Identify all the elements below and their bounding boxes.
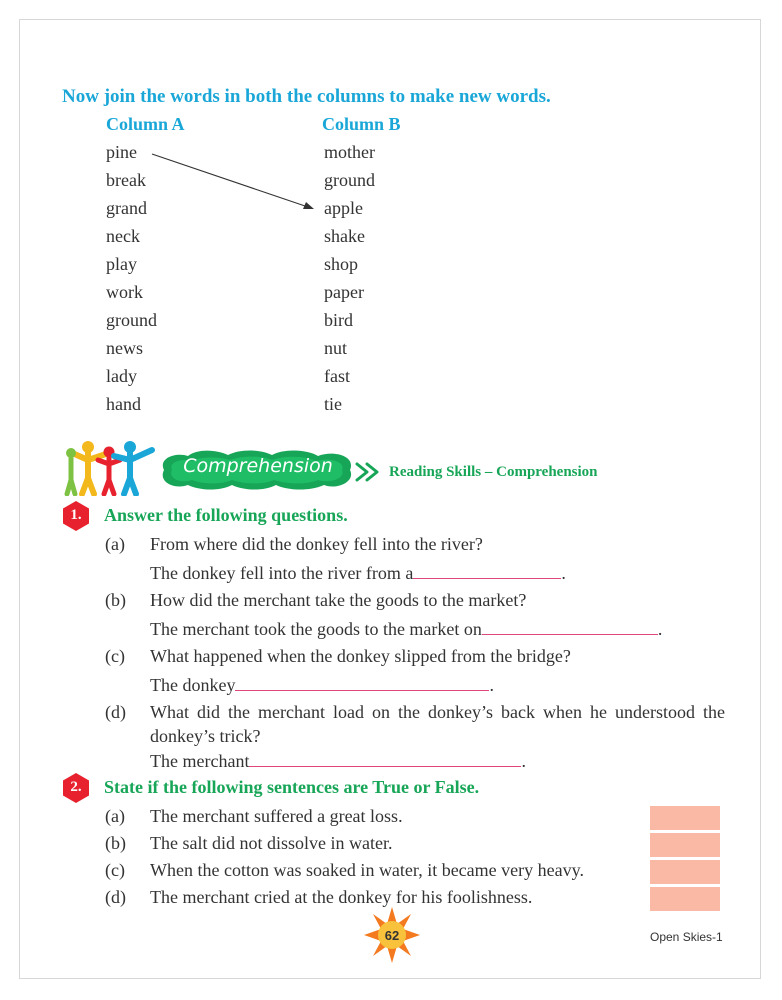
- column-b-word[interactable]: bird: [324, 310, 353, 330]
- matching-title: Now join the words in both the columns to make new words.: [62, 86, 551, 107]
- statement-text: The salt did not dissolve in water.: [150, 833, 393, 853]
- question-text: What did the merchant load on the donkey’s back when he understood the donkey’s trick?: [150, 702, 725, 746]
- section-2-number: 2.: [70, 779, 82, 795]
- answer-prefix: The donkey fell into the river from a: [150, 563, 414, 583]
- answer-prefix: The merchant: [150, 751, 250, 771]
- column-a-word[interactable]: play: [106, 254, 137, 274]
- section-1-number: 1.: [70, 507, 82, 523]
- statement-label: (c): [105, 860, 125, 880]
- column-b-word[interactable]: ground: [324, 170, 375, 190]
- true-false-answer-box[interactable]: [650, 887, 720, 911]
- answer-blank[interactable]: [413, 562, 561, 579]
- book-title: Open Skies-1: [650, 930, 723, 944]
- question-text: From where did the donkey fell into the river?: [150, 534, 483, 554]
- question-label: (a): [105, 534, 125, 554]
- statement-label: (d): [105, 887, 126, 907]
- true-false-answer-box[interactable]: [650, 806, 720, 830]
- double-chevron-right-icon: [355, 462, 383, 482]
- answer-blank[interactable]: [249, 750, 521, 767]
- answer-suffix: .: [489, 675, 494, 695]
- column-b-word[interactable]: mother: [324, 142, 375, 162]
- answer-prefix: The donkey: [150, 675, 236, 695]
- column-a-word[interactable]: break: [106, 170, 146, 190]
- column-a-word[interactable]: neck: [106, 226, 140, 246]
- statement-text: When the cotton was soaked in water, it became very heavy.: [150, 860, 584, 880]
- statement-text: The merchant cried at the donkey for his foolishness.: [150, 887, 533, 907]
- answer-line: [150, 750, 526, 772]
- question-text: What happened when the donkey slipped from the bridge?: [150, 646, 571, 666]
- column-b-word[interactable]: nut: [324, 338, 348, 358]
- column-b-word[interactable]: fast: [324, 366, 350, 386]
- column-b-word[interactable]: shop: [324, 254, 359, 274]
- answer-line: [150, 674, 494, 696]
- column-a-word[interactable]: news: [106, 338, 143, 358]
- children-holding-hands-icon: [62, 440, 158, 496]
- column-b-word[interactable]: tie: [324, 394, 342, 414]
- answer-suffix: .: [657, 619, 663, 639]
- answer-line: [150, 618, 662, 640]
- statement-text: The merchant suffered a great loss.: [150, 806, 403, 826]
- statement-label: (b): [105, 833, 126, 853]
- section-2-heading: State if the following sentences are True or False.: [104, 777, 480, 797]
- column-a-word[interactable]: hand: [106, 394, 141, 414]
- true-false-answer-box[interactable]: [650, 860, 720, 884]
- page-number: 62: [384, 928, 400, 943]
- question-text: How did the merchant take the goods to the market?: [150, 590, 527, 610]
- comprehension-badge: Comprehension: [183, 455, 333, 477]
- column-a-word[interactable]: pine: [106, 142, 137, 162]
- section-1-heading: Answer the following questions.: [104, 505, 348, 525]
- answer-suffix: .: [521, 751, 526, 771]
- true-false-answer-box[interactable]: [650, 833, 720, 857]
- answer-suffix: .: [561, 563, 566, 583]
- column-a-word[interactable]: ground: [106, 310, 157, 330]
- question-label: (c): [105, 646, 125, 666]
- answer-line: [150, 562, 566, 584]
- column-a-word[interactable]: work: [106, 282, 143, 302]
- answer-blank[interactable]: [235, 674, 489, 691]
- column-b-word[interactable]: apple: [324, 198, 363, 218]
- column-a-header: Column A: [106, 114, 185, 134]
- question-label: (b): [105, 590, 126, 610]
- column-a-word[interactable]: grand: [106, 198, 147, 218]
- answer-blank[interactable]: [482, 618, 658, 635]
- column-b-word[interactable]: shake: [324, 226, 365, 246]
- answer-prefix: The merchant took the goods to the market on: [150, 619, 482, 639]
- comprehension-subtitle: Reading Skills – Comprehension: [389, 464, 598, 480]
- question-label: (d): [105, 702, 126, 722]
- column-a-word[interactable]: lady: [106, 366, 137, 386]
- statement-label: (a): [105, 806, 125, 826]
- column-b-word[interactable]: paper: [324, 282, 364, 302]
- column-b-header: Column B: [322, 114, 401, 134]
